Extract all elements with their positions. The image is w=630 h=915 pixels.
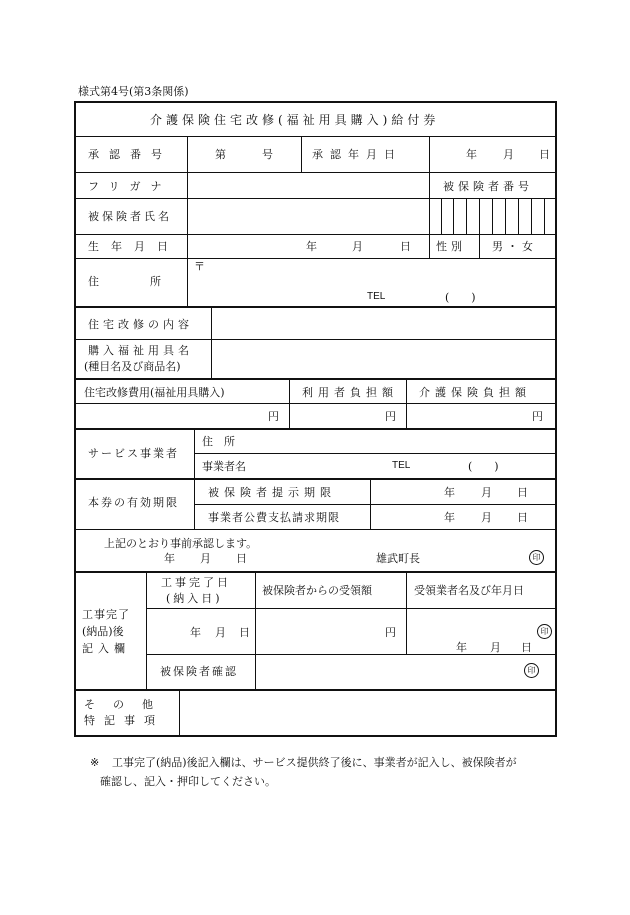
seal-icon: 印 (524, 663, 539, 678)
dai-label: 第 (215, 148, 226, 161)
renovation-label: 住宅改修の内容 (88, 318, 193, 331)
cost-label: 住宅改修費用(福祉用具購入) (84, 386, 225, 399)
birth-label: 生年月日 (88, 240, 180, 253)
approval-statement: 上記のとおり事前承認します。 (104, 537, 258, 550)
approval-date-label: 承認年月日 (312, 148, 402, 161)
insured-name-label: 被保険者氏名 (88, 210, 172, 223)
border-right (555, 101, 557, 737)
h-line (75, 136, 556, 137)
note-mark: ※ (90, 756, 100, 769)
service-label: サービス事業者 (88, 447, 179, 460)
postal-mark: 〒 (194, 260, 205, 273)
user-burden-label: 利用者負担額 (302, 386, 398, 399)
insurance-burden-label: 介護保険負担額 (419, 386, 531, 399)
completion-label: 工事完了 (82, 608, 130, 621)
note-line1: 工事完了(納品)後記入欄は、サービス提供終了後に、事業者が記入し、被保険者が (112, 756, 517, 769)
approval-no-label: 承認番号 (88, 148, 172, 161)
seal-icon: 印 (529, 550, 544, 565)
border-top (74, 101, 557, 103)
receiver-label: 受領業者名及び年月日 (414, 584, 524, 597)
validity-label: 本券の有効期限 (88, 496, 179, 509)
note-line2: 確認し、記入・押印してください。 (100, 775, 276, 788)
company-limit-label: 事業者公費支払請求期限 (208, 511, 340, 524)
sex-label: 性別 (436, 240, 466, 253)
mayor-label: 雄武町長 (376, 552, 420, 565)
form-title: 介護保険住宅改修(福祉用具購入)給付券 (150, 113, 440, 127)
furigana-label: フリガナ (88, 180, 172, 193)
border-left (74, 101, 76, 737)
sex-value: 男・女 (492, 240, 537, 253)
purchase-sublabel: (種目名及び商品名) (84, 360, 181, 373)
border-bottom (74, 735, 557, 737)
received-amount-label: 被保険者からの受領額 (262, 584, 372, 597)
completion-date-label: 工事完了日 (161, 576, 231, 589)
purchase-label: 購入福祉用具名 (88, 344, 193, 357)
insured-no-label: 被保険者番号 (443, 180, 533, 193)
insured-confirm-label: 被保険者確認 (160, 665, 238, 678)
insured-limit-label: 被保険者提示期限 (208, 486, 336, 499)
seal-icon: 印 (537, 624, 552, 639)
form-code: 様式第4号(第3条関係) (78, 85, 189, 98)
company-name-label: 事業者名 (202, 460, 246, 473)
go-label: 号 (262, 148, 273, 161)
benefit-voucher-form: 様式第4号(第3条関係) 介護保険住宅改修(福祉用具購入)給付券 承認番号 第 号 承認年月日 年 月 日 フリガナ 被保険者番号 被保険者氏名 生年月日 年 月 日 性別 男・女 住 所 〒 TEL ( ) 住宅改修の内容 購入福祉用具名 (種目名及び商品名) 住宅改修費用(福祉用具購入) 利用者負担額 介護保険負担額 円 円 円 サービス事業者 住 所 事業者名 TEL ( ) 本券の有効期限 被保険者提示期限 年 月 日 事業者公費支払請求期限 年 月 日 上記のとおり事前承認します。 年 月 日 雄武町長 印 工事完了 (納品)後 記入欄 工事完了日 (納入日) 被保険者からの受領額 受領業者名及び年月日 年 月 日 円 印 年 月 日 被保険者確認 印 その他 特記事項 ※ 工事完了(納品)後記入欄は、サービス提供終了後に、事業者が記入し、被保険者が 確認し、記入・押印してください。 (0, 0, 630, 915)
address-label: 住 所 (88, 275, 181, 288)
other-label: その他 (84, 698, 171, 711)
